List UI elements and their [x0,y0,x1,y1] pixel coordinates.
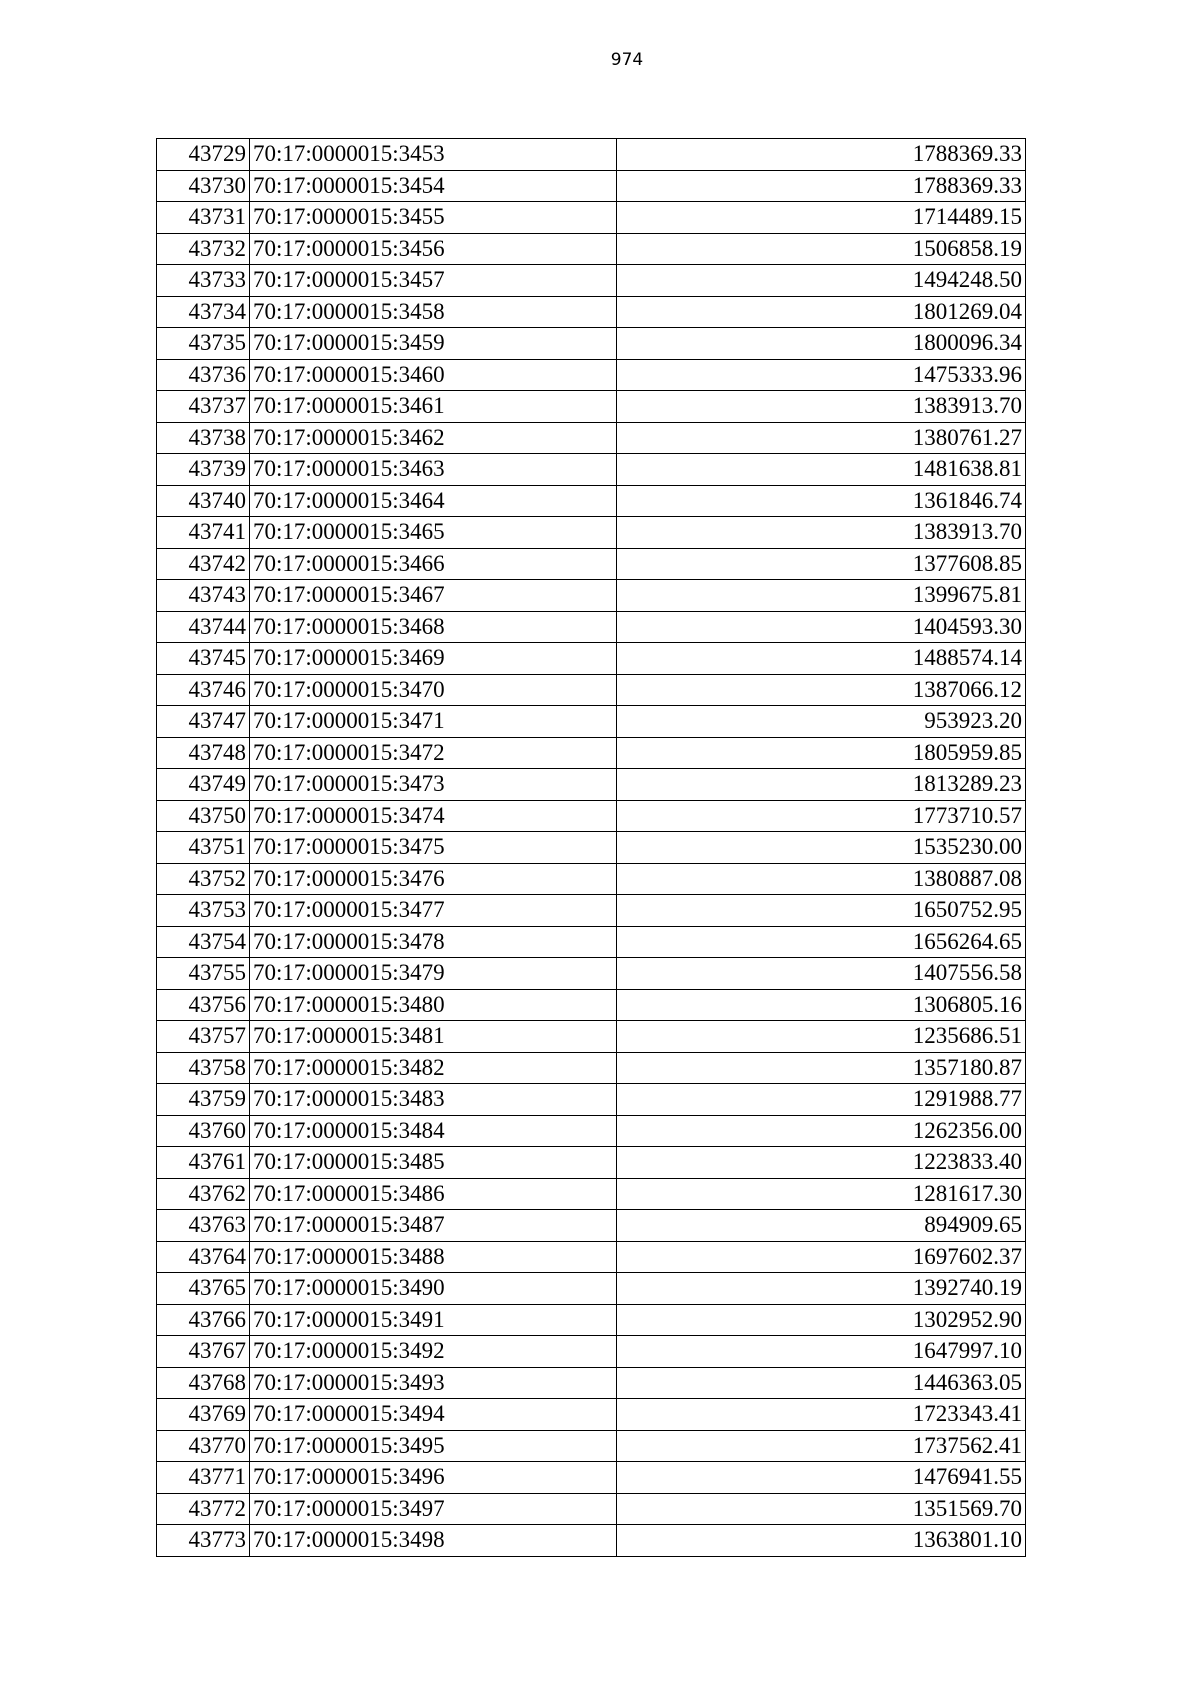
row-number-cell: 43751 [157,832,250,864]
table-row [157,1462,1026,1494]
cadastral-number-cell: 70:17:0000015:3486 [250,1178,617,1210]
row-number-cell: 43767 [157,1336,250,1368]
cadastral-value-cell: 1475333.96 [617,359,1026,391]
cadastral-value-cell: 1647997.10 [617,1336,1026,1368]
cadastral-value-cell: 1383913.70 [617,391,1026,423]
table-row [157,737,1026,769]
cadastral-value-cell: 1281617.30 [617,1178,1026,1210]
cadastral-number-cell: 70:17:0000015:3474 [250,800,617,832]
table-row [157,422,1026,454]
cadastral-number-cell: 70:17:0000015:3484 [250,1115,617,1147]
row-number-cell: 43763 [157,1210,250,1242]
cadastral-number-cell: 70:17:0000015:3472 [250,737,617,769]
cadastral-value-cell: 1737562.41 [617,1430,1026,1462]
cadastral-value-cell: 1801269.04 [617,296,1026,328]
table-row [157,1399,1026,1431]
table-row [157,1210,1026,1242]
cadastral-number-cell: 70:17:0000015:3481 [250,1021,617,1053]
cadastral-number-cell: 70:17:0000015:3478 [250,926,617,958]
row-number-cell: 43770 [157,1430,250,1462]
cadastral-value-cell: 1788369.33 [617,139,1026,171]
table-row [157,517,1026,549]
cadastral-number-cell: 70:17:0000015:3479 [250,958,617,990]
row-number-cell: 43772 [157,1493,250,1525]
cadastral-number-cell: 70:17:0000015:3456 [250,233,617,265]
table-row [157,958,1026,990]
row-number-cell: 43758 [157,1052,250,1084]
table-row [157,1336,1026,1368]
table-row [157,1084,1026,1116]
cadastral-value-cell: 894909.65 [617,1210,1026,1242]
cadastral-number-cell: 70:17:0000015:3490 [250,1273,617,1305]
cadastral-value-cell: 1302952.90 [617,1304,1026,1336]
table-row [157,1147,1026,1179]
table-row [157,832,1026,864]
table-row [157,1525,1026,1557]
cadastral-value-cell: 1235686.51 [617,1021,1026,1053]
cadastral-number-cell: 70:17:0000015:3460 [250,359,617,391]
row-number-cell: 43733 [157,265,250,297]
cadastral-value-cell: 1291988.77 [617,1084,1026,1116]
table-row [157,580,1026,612]
table-row [157,202,1026,234]
table-row [157,769,1026,801]
cadastral-number-cell: 70:17:0000015:3497 [250,1493,617,1525]
table-row [157,391,1026,423]
cadastral-value-cell: 1392740.19 [617,1273,1026,1305]
table-row [157,1115,1026,1147]
row-number-cell: 43742 [157,548,250,580]
table-row [157,989,1026,1021]
cadastral-value-cell: 1656264.65 [617,926,1026,958]
cadastral-number-cell: 70:17:0000015:3498 [250,1525,617,1557]
cadastral-value-cell: 1476941.55 [617,1462,1026,1494]
cadastral-number-cell: 70:17:0000015:3480 [250,989,617,1021]
row-number-cell: 43766 [157,1304,250,1336]
row-number-cell: 43736 [157,359,250,391]
table-row [157,454,1026,486]
cadastral-value-cell: 1404593.30 [617,611,1026,643]
row-number-cell: 43732 [157,233,250,265]
cadastral-number-cell: 70:17:0000015:3468 [250,611,617,643]
cadastral-value-cell: 1494248.50 [617,265,1026,297]
table-row [157,328,1026,360]
row-number-cell: 43749 [157,769,250,801]
table-row [157,1052,1026,1084]
row-number-cell: 43752 [157,863,250,895]
cadastral-value-cell: 1650752.95 [617,895,1026,927]
table-row [157,611,1026,643]
table-row [157,643,1026,675]
table-row [157,800,1026,832]
cadastral-number-cell: 70:17:0000015:3483 [250,1084,617,1116]
row-number-cell: 43773 [157,1525,250,1557]
cadastral-number-cell: 70:17:0000015:3467 [250,580,617,612]
cadastral-value-cell: 1535230.00 [617,832,1026,864]
row-number-cell: 43744 [157,611,250,643]
cadastral-number-cell: 70:17:0000015:3466 [250,548,617,580]
table-row [157,706,1026,738]
table-row [157,359,1026,391]
row-number-cell: 43764 [157,1241,250,1273]
cadastral-value-cell: 1800096.34 [617,328,1026,360]
table-row [157,233,1026,265]
row-number-cell: 43731 [157,202,250,234]
cadastral-number-cell: 70:17:0000015:3470 [250,674,617,706]
cadastral-value-cell: 1399675.81 [617,580,1026,612]
row-number-cell: 43753 [157,895,250,927]
row-number-cell: 43756 [157,989,250,1021]
cadastral-number-cell: 70:17:0000015:3461 [250,391,617,423]
table-row [157,863,1026,895]
cadastral-number-cell: 70:17:0000015:3477 [250,895,617,927]
table-row [157,485,1026,517]
row-number-cell: 43729 [157,139,250,171]
cadastral-number-cell: 70:17:0000015:3495 [250,1430,617,1462]
cadastral-value-cell: 1481638.81 [617,454,1026,486]
cadastral-value-cell: 1383913.70 [617,517,1026,549]
cadastral-value-cell: 1351569.70 [617,1493,1026,1525]
cadastral-value-cell: 1788369.33 [617,170,1026,202]
cadastral-value-cell: 1714489.15 [617,202,1026,234]
cadastral-number-cell: 70:17:0000015:3469 [250,643,617,675]
cadastral-value-cell: 1380761.27 [617,422,1026,454]
row-number-cell: 43761 [157,1147,250,1179]
cadastral-value-cell: 1361846.74 [617,485,1026,517]
row-number-cell: 43730 [157,170,250,202]
row-number-cell: 43747 [157,706,250,738]
table-row [157,1241,1026,1273]
cadastral-number-cell: 70:17:0000015:3453 [250,139,617,171]
row-number-cell: 43741 [157,517,250,549]
table-row [157,296,1026,328]
cadastral-number-cell: 70:17:0000015:3488 [250,1241,617,1273]
cadastral-number-cell: 70:17:0000015:3494 [250,1399,617,1431]
cadastral-value-cell: 953923.20 [617,706,1026,738]
cadastral-number-cell: 70:17:0000015:3463 [250,454,617,486]
cadastral-number-cell: 70:17:0000015:3476 [250,863,617,895]
table-body [157,139,1026,1557]
cadastral-number-cell: 70:17:0000015:3496 [250,1462,617,1494]
row-number-cell: 43754 [157,926,250,958]
cadastral-number-cell: 70:17:0000015:3493 [250,1367,617,1399]
cadastral-number-cell: 70:17:0000015:3465 [250,517,617,549]
table-row [157,1178,1026,1210]
table-row [157,1430,1026,1462]
row-number-cell: 43748 [157,737,250,769]
row-number-cell: 43765 [157,1273,250,1305]
row-number-cell: 43762 [157,1178,250,1210]
row-number-cell: 43759 [157,1084,250,1116]
cadastral-number-cell: 70:17:0000015:3459 [250,328,617,360]
cadastral-value-cell: 1223833.40 [617,1147,1026,1179]
cadastral-value-cell: 1446363.05 [617,1367,1026,1399]
row-number-cell: 43769 [157,1399,250,1431]
cadastral-value-cell: 1380887.08 [617,863,1026,895]
row-number-cell: 43755 [157,958,250,990]
table-row [157,265,1026,297]
row-number-cell: 43739 [157,454,250,486]
table-row [157,1367,1026,1399]
row-number-cell: 43737 [157,391,250,423]
cadastral-value-cell: 1813289.23 [617,769,1026,801]
row-number-cell: 43740 [157,485,250,517]
cadastral-value-cell: 1357180.87 [617,1052,1026,1084]
cadastral-value-cell: 1773710.57 [617,800,1026,832]
table-row [157,1493,1026,1525]
cadastral-value-table [156,138,1026,1557]
cadastral-number-cell: 70:17:0000015:3491 [250,1304,617,1336]
cadastral-number-cell: 70:17:0000015:3462 [250,422,617,454]
row-number-cell: 43735 [157,328,250,360]
cadastral-value-cell: 1262356.00 [617,1115,1026,1147]
cadastral-value-cell: 1387066.12 [617,674,1026,706]
cadastral-number-cell: 70:17:0000015:3487 [250,1210,617,1242]
table-row [157,1304,1026,1336]
row-number-cell: 43745 [157,643,250,675]
cadastral-value-cell: 1377608.85 [617,548,1026,580]
cadastral-value-cell: 1363801.10 [617,1525,1026,1557]
cadastral-value-cell: 1306805.16 [617,989,1026,1021]
row-number-cell: 43771 [157,1462,250,1494]
row-number-cell: 43760 [157,1115,250,1147]
row-number-cell: 43738 [157,422,250,454]
cadastral-number-cell: 70:17:0000015:3473 [250,769,617,801]
table-row [157,170,1026,202]
cadastral-value-cell: 1488574.14 [617,643,1026,675]
cadastral-value-cell: 1697602.37 [617,1241,1026,1273]
cadastral-value-cell: 1407556.58 [617,958,1026,990]
cadastral-number-cell: 70:17:0000015:3482 [250,1052,617,1084]
row-number-cell: 43768 [157,1367,250,1399]
table-row [157,139,1026,171]
cadastral-number-cell: 70:17:0000015:3475 [250,832,617,864]
cadastral-number-cell: 70:17:0000015:3492 [250,1336,617,1368]
cadastral-number-cell: 70:17:0000015:3457 [250,265,617,297]
table-row [157,926,1026,958]
cadastral-number-cell: 70:17:0000015:3471 [250,706,617,738]
table-row [157,1021,1026,1053]
page-number: 974 [610,50,644,70]
row-number-cell: 43734 [157,296,250,328]
row-number-cell: 43743 [157,580,250,612]
table-row [157,674,1026,706]
cadastral-value-cell: 1723343.41 [617,1399,1026,1431]
cadastral-value-cell: 1805959.85 [617,737,1026,769]
cadastral-value-cell: 1506858.19 [617,233,1026,265]
table-row [157,1273,1026,1305]
cadastral-number-cell: 70:17:0000015:3458 [250,296,617,328]
table-row [157,548,1026,580]
cadastral-number-cell: 70:17:0000015:3454 [250,170,617,202]
cadastral-number-cell: 70:17:0000015:3485 [250,1147,617,1179]
row-number-cell: 43746 [157,674,250,706]
row-number-cell: 43750 [157,800,250,832]
cadastral-number-cell: 70:17:0000015:3455 [250,202,617,234]
cadastral-number-cell: 70:17:0000015:3464 [250,485,617,517]
table-row [157,895,1026,927]
row-number-cell: 43757 [157,1021,250,1053]
